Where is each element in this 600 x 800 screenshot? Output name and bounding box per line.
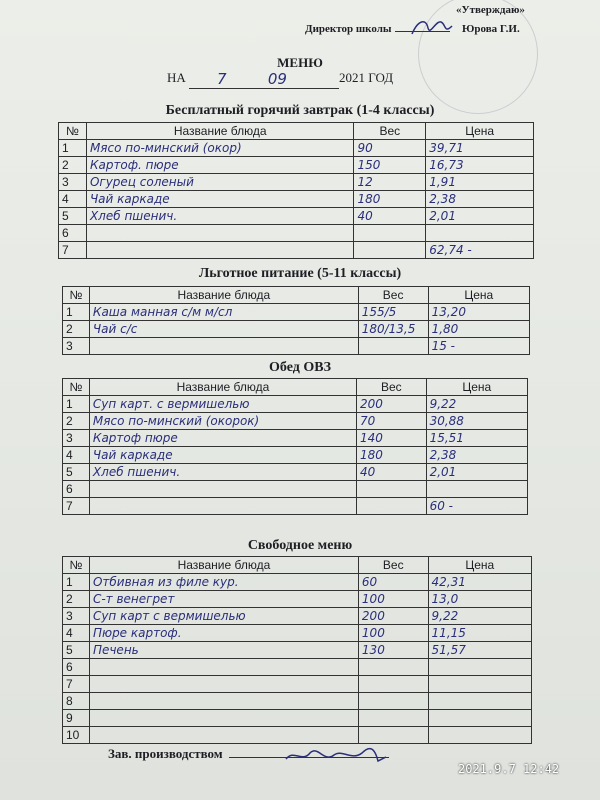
dish-name: Отбивная из филе кур. [89,574,358,591]
dish-name: Хлеб пшенич. [86,208,353,225]
table-row [63,608,532,625]
dish-name: Огурец соленый [86,174,353,191]
table-row [63,338,530,355]
menu-title: МЕНЮ [277,55,323,70]
row-number: 1 [63,574,90,591]
date-field [189,70,339,89]
dish-price [428,659,531,676]
dish-price: 42,31 [428,574,531,591]
dish-price: 39,71 [426,140,534,157]
table-row [63,498,528,515]
dish-price [428,727,531,744]
dish-price: 15,51 [426,430,527,447]
table-row [59,225,534,242]
dish-weight [354,225,426,242]
row-number: 4 [59,191,87,208]
dish-price: 60 - [426,498,527,515]
row-number: 3 [63,338,90,355]
table-row [63,481,528,498]
row-number: 3 [63,608,90,625]
dish-weight: 140 [356,430,426,447]
dish-name: Суп карт. с вермишелью [89,396,356,413]
section-title-breakfast: Бесплатный горячий завтрак (1-4 классы) [165,103,435,118]
col-weight: Вес [356,379,426,396]
menu-date [167,68,393,87]
date-prefix: НА [167,70,186,85]
col-weight: Вес [354,123,426,140]
row-number: 1 [63,396,90,413]
dish-weight: 180/13,5 [358,321,428,338]
row-number: 10 [63,727,90,744]
dish-price: 16,73 [426,157,534,174]
dish-price: 30,88 [426,413,527,430]
col-num: № [63,287,90,304]
table-row [63,464,528,481]
dish-price: 13,20 [428,304,529,321]
dish-name: Картоф. пюре [86,157,353,174]
dish-price [428,710,531,727]
table-row [63,710,532,727]
table-row [63,447,528,464]
dish-name: Картоф пюре [89,430,356,447]
dish-weight: 200 [358,608,428,625]
row-number: 8 [63,693,90,710]
table-header [63,287,530,304]
dish-price [428,676,531,693]
director-signature [408,14,458,40]
table-row [63,396,528,413]
section-title-discount: Льготное питание (5-11 классы) [198,266,402,281]
table-row [63,304,530,321]
table-row [63,574,532,591]
dish-name [89,693,358,710]
row-number: 5 [63,642,90,659]
free-menu-table [62,556,532,744]
col-price: Цена [428,287,529,304]
dish-weight: 12 [354,174,426,191]
row-number: 6 [63,659,90,676]
row-number: 3 [63,430,90,447]
dish-weight [358,710,428,727]
photo-timestamp: 2021.9.7 12:42 [458,762,560,776]
table-header [59,123,534,140]
row-number: 6 [63,481,90,498]
dish-price: 11,15 [428,625,531,642]
footer-label: Зав. производством [108,746,223,761]
dish-name [89,659,358,676]
col-weight: Вес [358,287,428,304]
row-number: 1 [59,140,87,157]
dish-price [426,481,527,498]
dish-weight [358,676,428,693]
row-number: 2 [63,321,90,338]
dish-name: Печень [89,642,358,659]
dish-weight: 130 [358,642,428,659]
row-number: 6 [59,225,87,242]
dish-name [86,225,353,242]
row-number: 4 [63,447,90,464]
ovz-table [62,378,528,515]
dish-name: Мясо по-минский (окор) [86,140,353,157]
table-header [63,557,532,574]
row-number: 3 [59,174,87,191]
dish-price: 2,01 [426,464,527,481]
table-row [63,693,532,710]
row-number: 7 [59,242,87,259]
row-number: 4 [63,625,90,642]
table-row [59,191,534,208]
dish-weight: 70 [356,413,426,430]
table-row [63,625,532,642]
table-row [63,321,530,338]
dish-weight [356,481,426,498]
dish-weight [356,498,426,515]
dish-name: Чай с/с [89,321,358,338]
dish-weight: 100 [358,625,428,642]
table-row [59,157,534,174]
col-name: Название блюда [89,287,358,304]
col-weight: Вес [358,557,428,574]
dish-price: 62,74 - [426,242,534,259]
col-num: № [59,123,87,140]
section-title-ovz: Обед ОВЗ [269,360,331,375]
dish-price: 1,91 [426,174,534,191]
dish-weight [354,242,426,259]
dish-name [89,338,358,355]
discount-table [62,286,530,355]
dish-price: 9,22 [426,396,527,413]
dish-name [89,710,358,727]
dish-name [86,242,353,259]
table-row [59,242,534,259]
col-name: Название блюда [86,123,353,140]
table-row [63,642,532,659]
table-row [63,659,532,676]
dish-name [89,676,358,693]
table-row [63,676,532,693]
dish-name: Суп карт с вермишелью [89,608,358,625]
director-name: Юрова Г.И. [462,23,520,35]
dish-weight [358,693,428,710]
director-label: Директор школы [305,23,392,35]
table-row [59,174,534,191]
row-number: 2 [59,157,87,174]
approve-label: «Утверждаю» [456,4,525,16]
dish-price: 1,80 [428,321,529,338]
table-row [59,140,534,157]
col-num: № [63,379,90,396]
table-row [63,591,532,608]
dish-weight [358,338,428,355]
dish-price: 51,57 [428,642,531,659]
dish-price: 2,38 [426,447,527,464]
dish-price [428,693,531,710]
dish-name: Чай каркаде [86,191,353,208]
dish-weight: 40 [354,208,426,225]
dish-weight: 100 [358,591,428,608]
col-price: Цена [426,379,527,396]
row-number: 5 [59,208,87,225]
dish-weight: 90 [354,140,426,157]
dish-weight: 150 [354,157,426,174]
dish-weight [358,659,428,676]
date-month: 09 [267,70,287,88]
row-number: 7 [63,676,90,693]
dish-name: Мясо по-минский (окорок) [89,413,356,430]
col-num: № [63,557,90,574]
table-row [63,413,528,430]
breakfast-table [58,122,534,259]
row-number: 2 [63,413,90,430]
col-name: Название блюда [89,379,356,396]
date-suffix: 2021 ГОД [339,70,394,85]
dish-name: Чай каркаде [89,447,356,464]
dish-name [89,481,356,498]
row-number: 1 [63,304,90,321]
dish-weight: 180 [354,191,426,208]
dish-weight: 180 [356,447,426,464]
dish-price: 9,22 [428,608,531,625]
dish-price: 15 - [428,338,529,355]
date-day: 7 [217,70,227,88]
dish-price: 2,38 [426,191,534,208]
row-number: 9 [63,710,90,727]
dish-price: 13,0 [428,591,531,608]
dish-price: 2,01 [426,208,534,225]
dish-name [89,498,356,515]
dish-weight: 155/5 [358,304,428,321]
manager-signature [282,741,392,769]
dish-name: Каша манная с/м м/сл [89,304,358,321]
dish-name: Пюре картоф. [89,625,358,642]
row-number: 2 [63,591,90,608]
table-row [59,208,534,225]
dish-name: С-т венегрет [89,591,358,608]
col-price: Цена [426,123,534,140]
table-row [63,430,528,447]
dish-weight: 60 [358,574,428,591]
row-number: 7 [63,498,90,515]
dish-weight: 40 [356,464,426,481]
col-name: Название блюда [89,557,358,574]
dish-price [426,225,534,242]
section-title-free: Свободное меню [247,538,353,553]
col-price: Цена [428,557,531,574]
table-header [63,379,528,396]
row-number: 5 [63,464,90,481]
dish-weight: 200 [356,396,426,413]
dish-name: Хлеб пшенич. [89,464,356,481]
